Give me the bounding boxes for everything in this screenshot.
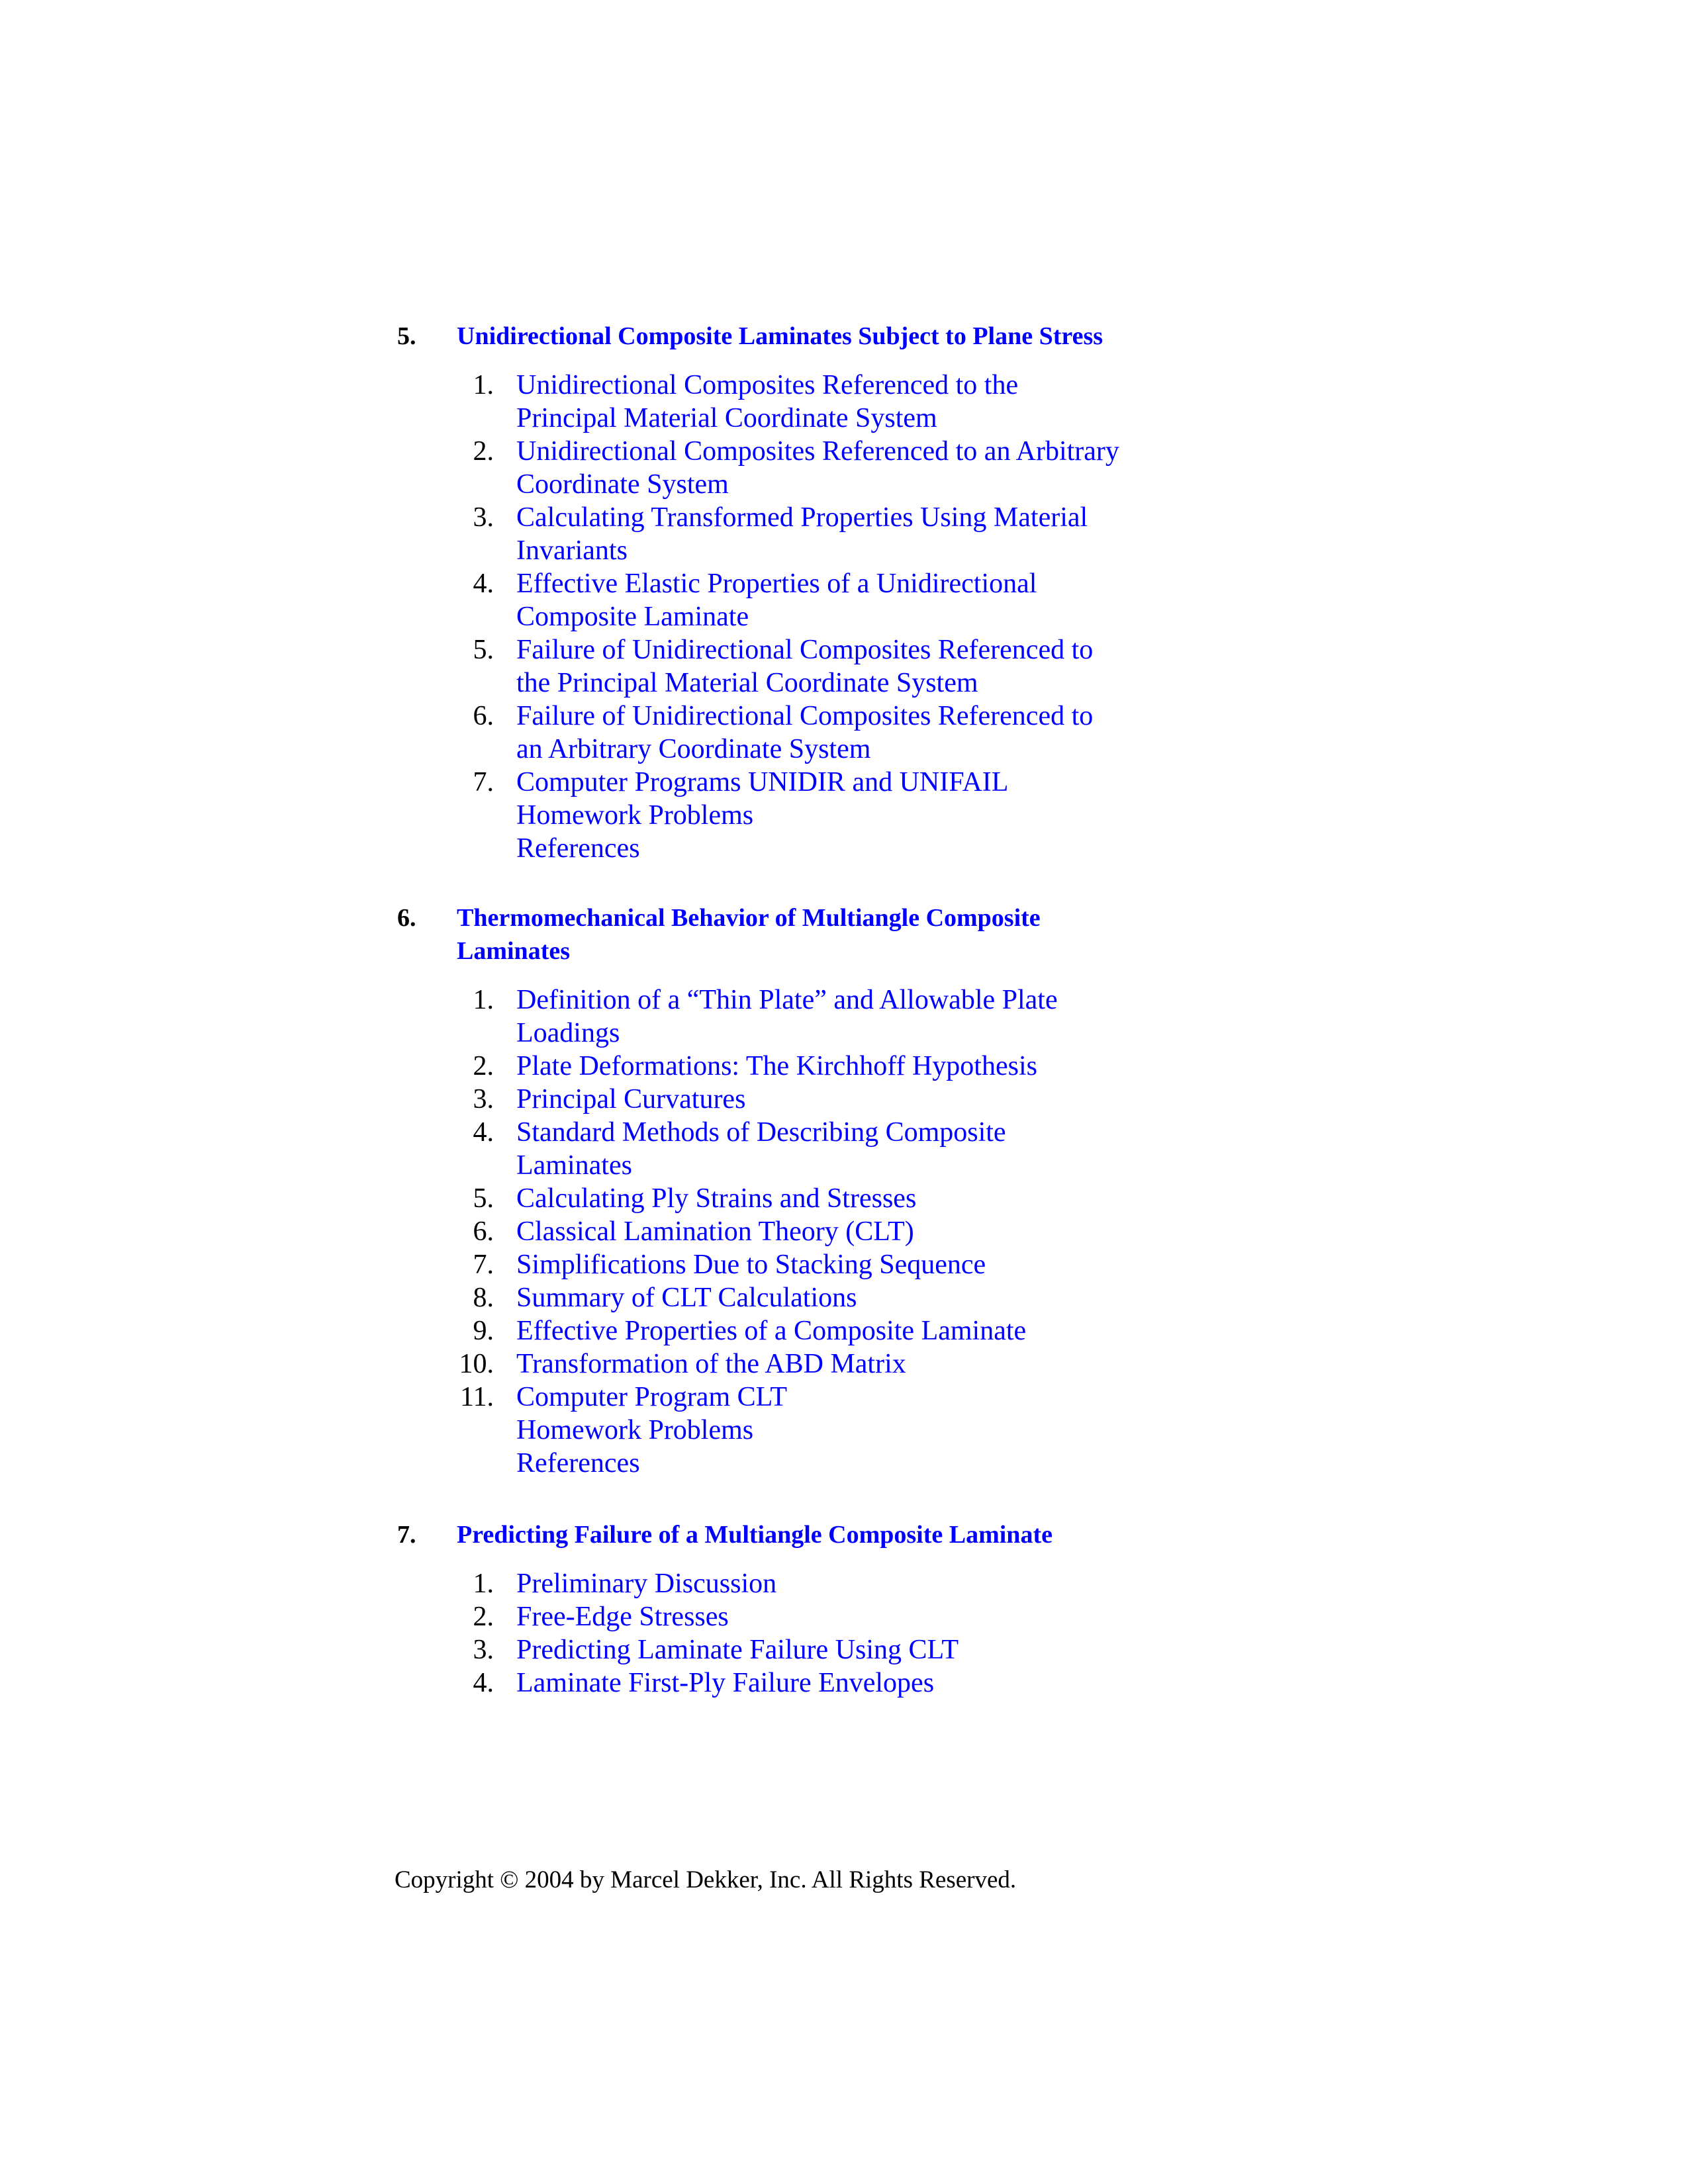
section-number: 4. bbox=[473, 1668, 494, 1698]
section-title-link[interactable]: Failure of Unidirectional Composites Referenced to the Principal Material Coordinate System bbox=[516, 635, 1094, 698]
chapter-number: 5. bbox=[397, 322, 416, 350]
section-title-link[interactable]: Standard Methods of Describing Composite Laminates bbox=[516, 1117, 1006, 1181]
homework-problems-link[interactable]: Homework Problems bbox=[516, 800, 754, 831]
section-title-link[interactable]: Plate Deformations: The Kirchhoff Hypothesis bbox=[516, 1051, 1037, 1081]
homework-problems-link[interactable]: Homework Problems bbox=[516, 1415, 754, 1445]
section-number: 3. bbox=[473, 1635, 494, 1665]
chapter-number: 7. bbox=[397, 1521, 416, 1549]
chapter-title-link[interactable]: Predicting Failure of a Multiangle Composite Laminate bbox=[457, 1521, 1053, 1549]
chapter-7 bbox=[397, 1518, 1258, 1700]
section-title-link[interactable]: Laminate First-Ply Failure Envelopes bbox=[516, 1668, 935, 1698]
section-list bbox=[397, 1567, 1258, 1700]
section-item[interactable] bbox=[397, 369, 1258, 435]
section-title-link[interactable]: Predicting Laminate Failure Using CLT bbox=[516, 1635, 959, 1665]
section-title-link[interactable]: Summary of CLT Calculations bbox=[516, 1283, 857, 1313]
section-item[interactable] bbox=[397, 1314, 1258, 1347]
section-item[interactable] bbox=[397, 567, 1258, 633]
section-title-link[interactable]: Transformation of the ABD Matrix bbox=[516, 1349, 906, 1379]
section-number: 10. bbox=[459, 1349, 494, 1379]
section-title-link[interactable]: Simplifications Due to Stacking Sequence bbox=[516, 1250, 986, 1280]
section-number: 1. bbox=[473, 1569, 494, 1599]
section-item[interactable] bbox=[397, 435, 1258, 501]
references-link[interactable]: References bbox=[516, 1448, 640, 1479]
section-title-link[interactable]: Unidirectional Composites Referenced to an Arbitrary Coordinate System bbox=[516, 436, 1119, 500]
section-item[interactable] bbox=[397, 700, 1258, 766]
section-number: 5. bbox=[473, 635, 494, 665]
section-number: 1. bbox=[473, 370, 494, 400]
section-number: 2. bbox=[473, 436, 494, 467]
section-list bbox=[397, 983, 1258, 1414]
section-number: 3. bbox=[473, 1084, 494, 1115]
chapter-title-link[interactable]: Thermomechanical Behavior of Multiangle Composite Laminates bbox=[457, 904, 1041, 965]
section-number: 4. bbox=[473, 569, 494, 599]
section-item[interactable] bbox=[397, 1248, 1258, 1281]
chapter-5 bbox=[397, 320, 1258, 865]
section-item[interactable] bbox=[397, 1600, 1258, 1633]
section-number: 1. bbox=[473, 985, 494, 1015]
section-item[interactable] bbox=[397, 1182, 1258, 1215]
section-list bbox=[397, 369, 1258, 799]
section-item[interactable] bbox=[397, 501, 1258, 567]
section-number: 7. bbox=[473, 767, 494, 797]
section-item[interactable] bbox=[397, 1567, 1258, 1600]
section-title-link[interactable]: Preliminary Discussion bbox=[516, 1569, 777, 1599]
section-item[interactable] bbox=[397, 1215, 1258, 1248]
chapter-number: 6. bbox=[397, 904, 416, 932]
section-title-link[interactable]: Failure of Unidirectional Composites Referenced to an Arbitrary Coordinate System bbox=[516, 701, 1094, 764]
section-item[interactable] bbox=[397, 1083, 1258, 1116]
section-title-link[interactable]: Computer Programs UNIDIR and UNIFAIL bbox=[516, 767, 1009, 797]
section-item[interactable] bbox=[397, 1666, 1258, 1700]
chapter-heading[interactable] bbox=[397, 901, 1258, 968]
section-item[interactable] bbox=[397, 1347, 1258, 1381]
section-title-link[interactable]: Calculating Transformed Properties Using Material Invariants bbox=[516, 502, 1088, 566]
section-item[interactable] bbox=[397, 983, 1258, 1050]
section-item[interactable] bbox=[397, 633, 1258, 700]
section-number: 11. bbox=[460, 1382, 494, 1412]
section-number: 6. bbox=[473, 701, 494, 731]
section-number: 2. bbox=[473, 1602, 494, 1632]
section-number: 2. bbox=[473, 1051, 494, 1081]
chapter-6 bbox=[397, 901, 1258, 1480]
section-number: 5. bbox=[473, 1183, 494, 1214]
section-title-link[interactable]: Effective Elastic Properties of a Unidirectional Composite Laminate bbox=[516, 569, 1037, 632]
references-link[interactable]: References bbox=[516, 833, 640, 864]
section-number: 4. bbox=[473, 1117, 494, 1148]
section-title-link[interactable]: Unidirectional Composites Referenced to the Principal Material Coordinate System bbox=[516, 370, 1019, 433]
section-title-link[interactable]: Classical Lamination Theory (CLT) bbox=[516, 1216, 914, 1247]
section-item[interactable] bbox=[397, 1116, 1258, 1182]
section-title-link[interactable]: Computer Program CLT bbox=[516, 1382, 788, 1412]
section-item[interactable] bbox=[397, 1281, 1258, 1314]
chapter-title-link[interactable]: Unidirectional Composite Laminates Subject to Plane Stress bbox=[457, 322, 1103, 350]
section-title-link[interactable]: Calculating Ply Strains and Stresses bbox=[516, 1183, 917, 1214]
section-title-link[interactable]: Definition of a “Thin Plate” and Allowable Plate Loadings bbox=[516, 985, 1058, 1048]
section-item[interactable] bbox=[397, 1633, 1258, 1666]
section-item[interactable] bbox=[397, 1050, 1258, 1083]
section-title-link[interactable]: Effective Properties of a Composite Laminate bbox=[516, 1316, 1027, 1346]
section-number: 3. bbox=[473, 502, 494, 533]
chapter-heading[interactable] bbox=[397, 320, 1258, 353]
section-number: 6. bbox=[473, 1216, 494, 1247]
section-title-link[interactable]: Principal Curvatures bbox=[516, 1084, 746, 1115]
copyright-notice: Copyright © 2004 by Marcel Dekker, Inc. All Rights Reserved. bbox=[395, 1866, 1017, 1893]
section-title-link[interactable]: Free-Edge Stresses bbox=[516, 1602, 729, 1632]
section-number: 9. bbox=[473, 1316, 494, 1346]
chapter-heading[interactable] bbox=[397, 1518, 1258, 1551]
section-number: 8. bbox=[473, 1283, 494, 1313]
section-item[interactable] bbox=[397, 1381, 1258, 1414]
section-item[interactable] bbox=[397, 766, 1258, 799]
section-number: 7. bbox=[473, 1250, 494, 1280]
